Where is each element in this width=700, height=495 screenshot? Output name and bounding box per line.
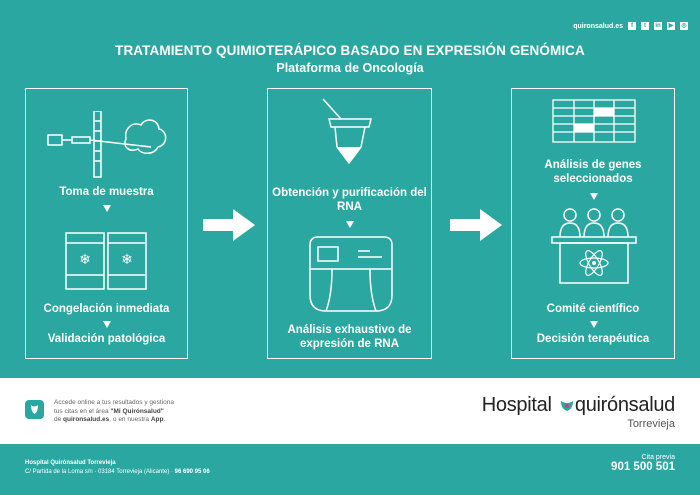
hospital-logo: [482, 394, 675, 430]
promo-text: [54, 399, 174, 425]
down-arrow-icon: [103, 205, 111, 212]
svg-text:❄: ❄: [121, 252, 133, 268]
quironsalud-link[interactable]: quironsalud.es: [63, 416, 110, 423]
facebook-icon[interactable]: f: [628, 22, 636, 30]
freezer-icon: [64, 229, 150, 291]
right-arrow-icon: [450, 209, 502, 241]
down-arrow-icon: [590, 193, 598, 200]
instagram-icon[interactable]: ◎: [681, 23, 687, 29]
cita-previa: [611, 454, 675, 473]
svg-text:❄: ❄: [79, 252, 91, 268]
step-label: Obtención y purificación del RNA: [272, 187, 427, 213]
promo-line-1: Accede online a tus resultados y gestiona: [54, 399, 174, 406]
step-label: Decisión terapéutica: [536, 333, 650, 345]
sequencer-machine-icon: [306, 235, 396, 315]
top-bar: [573, 22, 688, 30]
committee-icon: [548, 207, 640, 287]
step-label: Toma de muestra: [59, 186, 154, 198]
down-arrow-icon: [590, 321, 598, 328]
gene-table-icon: [552, 99, 636, 143]
twitter-icon[interactable]: t: [641, 22, 649, 30]
step-label: Congelación inmediata: [43, 303, 170, 315]
quironsalud-logo-mark-icon: [560, 398, 574, 412]
address-phone[interactable]: 96 690 95 06: [174, 469, 210, 475]
title-line-2: Plataforma de Oncología: [276, 61, 424, 75]
step-label: Análisis exhaustivo de expresión de RNA: [287, 324, 412, 350]
promo-line-3: de quironsalud.es, o en nuestra App.: [54, 416, 166, 423]
linkedin-icon[interactable]: in: [655, 23, 661, 29]
panel-rna: [267, 88, 432, 359]
right-arrow-icon: [203, 209, 255, 241]
step-label: Comité científico: [546, 303, 640, 315]
website-link[interactable]: quironsalud.es: [573, 22, 623, 30]
down-arrow-icon: [346, 221, 354, 228]
mi-quironsalud-link[interactable]: "Mi Quirónsalud": [110, 407, 164, 415]
logo-hospital-text: Hospital: [481, 394, 552, 416]
promo-line-2: tus citas en el área "Mi Quirónsalud": [54, 407, 164, 415]
address-text: C/ Partida de la Loma s/n · 03184 Torrevieja (Alicante) ·: [25, 469, 175, 475]
app-link[interactable]: App: [150, 416, 164, 423]
panel-analysis: [511, 88, 675, 359]
youtube-icon[interactable]: ▶: [668, 23, 674, 29]
logo-location: Torrevieja: [627, 418, 675, 430]
logo-brand-text: quirónsalud: [574, 394, 675, 416]
app-icon[interactable]: [25, 400, 44, 419]
hospital-name: Hospital Quirónsalud Torrevieja: [25, 460, 116, 466]
panel-sample: [25, 88, 188, 359]
test-tube-icon: [321, 97, 379, 167]
step-label: Análisis de genes seleccionados: [544, 159, 642, 185]
cita-label: Cita previa: [641, 454, 675, 461]
cita-phone[interactable]: 901 500 501: [611, 461, 675, 473]
page-title: [0, 43, 700, 75]
step-label: Validación patológica: [47, 333, 166, 345]
biopsy-needle-icon: [46, 111, 171, 181]
footer-address: [25, 459, 210, 477]
down-arrow-icon: [103, 321, 111, 328]
title-line-1: TRATAMIENTO QUIMIOTERÁPICO BASADO EN EXPRESIÓN GENÓMICA: [115, 43, 585, 58]
